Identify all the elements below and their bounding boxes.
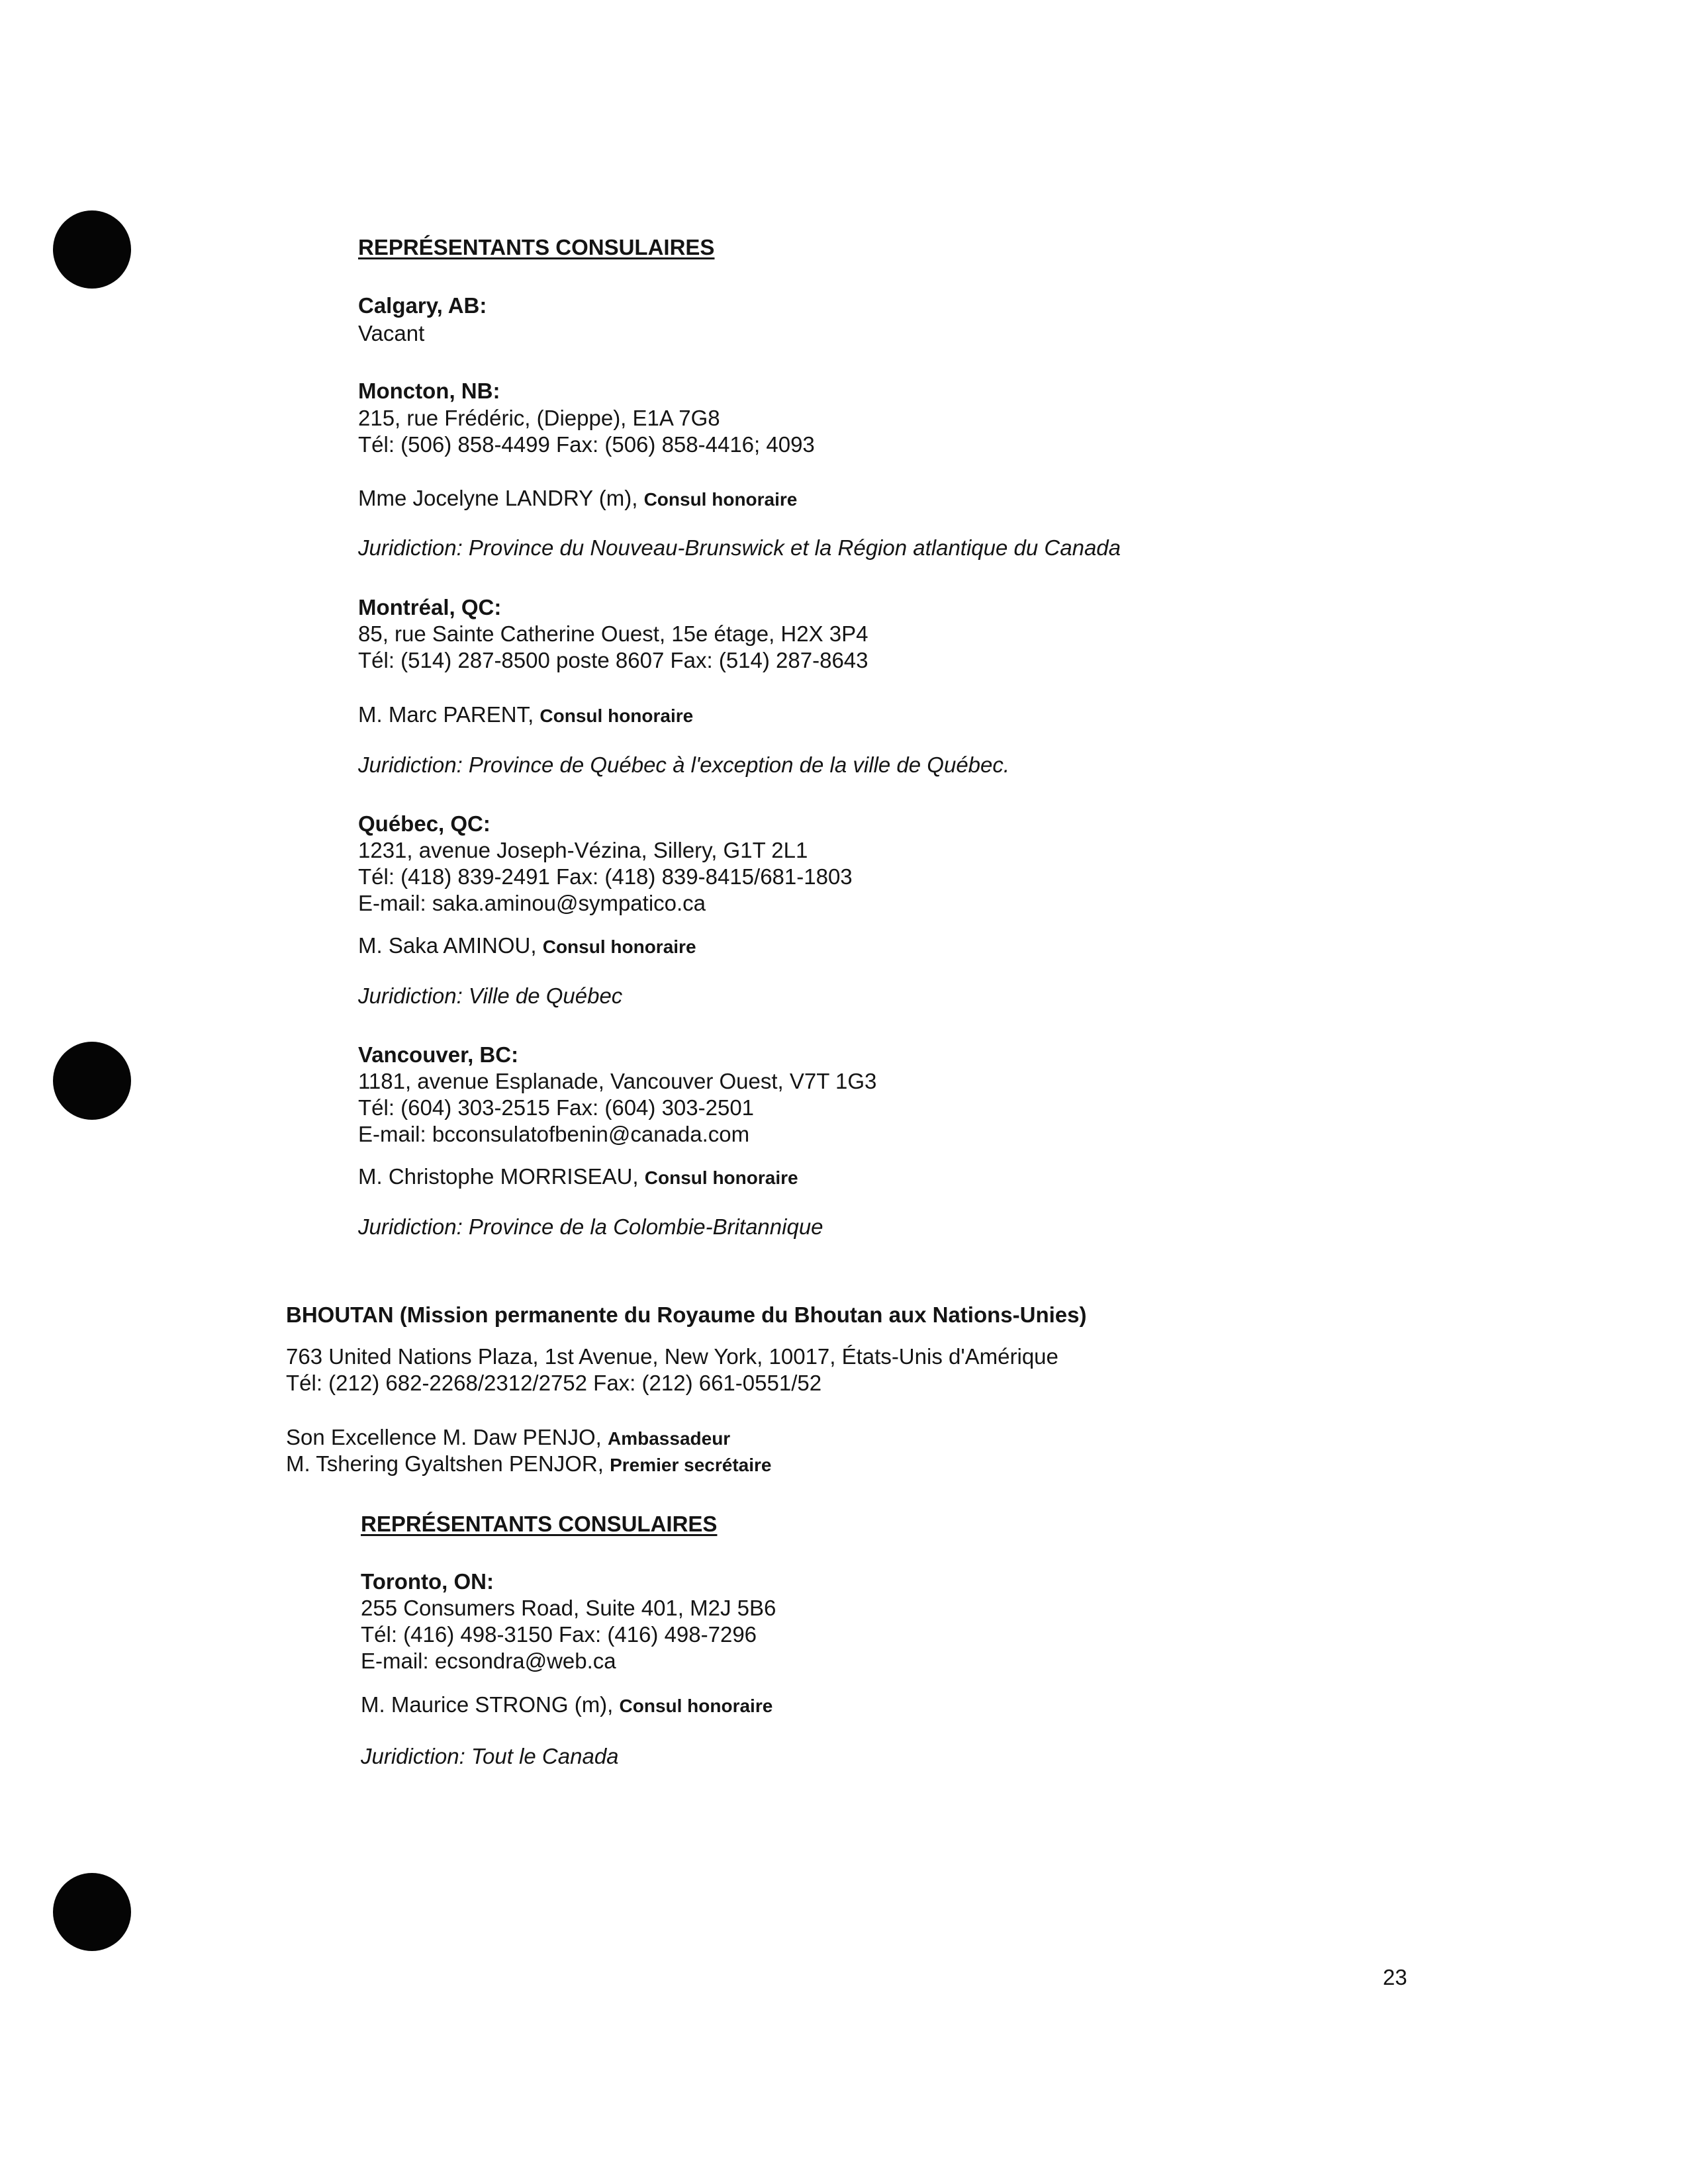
jurisdiction-label: Juridiction: (358, 1214, 463, 1239)
bhoutan-staff-secretary (286, 1451, 771, 1479)
jurisdiction-text: Province de Québec à l'exception de la ville de Québec. (468, 752, 1010, 777)
punch-hole (53, 210, 131, 289)
montreal-jurisdiction (358, 752, 1009, 778)
jurisdiction-label: Juridiction: (358, 983, 463, 1008)
toronto-consul (361, 1692, 773, 1719)
toronto-phone: Tél: (416) 498-3150 Fax: (416) 498-7296 (361, 1622, 757, 1647)
consul-role: Consul honoraire (619, 1696, 773, 1716)
moncton-consul (358, 485, 797, 513)
consul-name: M. Maurice STRONG (m), (361, 1692, 614, 1717)
section-heading: REPRÉSENTANTS CONSULAIRES (358, 235, 715, 259)
section-heading: REPRÉSENTANTS CONSULAIRES (361, 1512, 718, 1536)
quebec-email: E-mail: saka.aminou@sympatico.ca (358, 891, 706, 915)
city-heading-montreal: Montréal, QC: (358, 595, 502, 619)
city-heading-quebec: Québec, QC: (358, 811, 491, 836)
consul-name: M. Christophe MORRISEAU, (358, 1164, 639, 1189)
jurisdiction-label: Juridiction: (358, 535, 463, 560)
toronto-address: 255 Consumers Road, Suite 401, M2J 5B6 (361, 1596, 776, 1620)
jurisdiction-text: Province du Nouveau-Brunswick et la Région atlantique du Canada (468, 535, 1121, 560)
quebec-address: 1231, avenue Joseph-Vézina, Sillery, G1T 2L1 (358, 838, 808, 862)
page-number: 23 (1383, 1965, 1407, 1989)
vancouver-consul (358, 1163, 798, 1191)
city-heading-toronto: Toronto, ON: (361, 1569, 494, 1594)
country-heading-bhoutan: BHOUTAN (Mission permanente du Royaume du Bhoutan aux Nations-Unies) (286, 1302, 1087, 1327)
toronto-email: E-mail: ecsondra@web.ca (361, 1649, 616, 1673)
bhoutan-address: 763 United Nations Plaza, 1st Avenue, New York, 10017, États-Unis d'Amérique (286, 1344, 1058, 1369)
city-heading-calgary: Calgary, AB: (358, 293, 487, 318)
quebec-jurisdiction (358, 983, 622, 1009)
staff-role: Premier secrétaire (610, 1455, 772, 1475)
quebec-consul (358, 933, 696, 960)
jurisdiction-label: Juridiction: (361, 1744, 465, 1768)
consul-role: Consul honoraire (644, 1167, 798, 1188)
jurisdiction-text: Tout le Canada (471, 1744, 619, 1768)
calgary-status: Vacant (358, 321, 425, 345)
vancouver-jurisdiction (358, 1214, 823, 1240)
jurisdiction-label: Juridiction: (358, 752, 463, 777)
bhoutan-phone: Tél: (212) 682-2268/2312/2752 Fax: (212) 661-0551/52 (286, 1371, 822, 1395)
bhoutan-staff-ambassador (286, 1424, 730, 1452)
vancouver-phone: Tél: (604) 303-2515 Fax: (604) 303-2501 (358, 1095, 755, 1120)
moncton-phone: Tél: (506) 858-4499 Fax: (506) 858-4416; 4093 (358, 432, 815, 457)
city-heading-vancouver: Vancouver, BC: (358, 1042, 519, 1067)
consul-name: M. Saka AMINOU, (358, 933, 537, 958)
consul-role: Consul honoraire (539, 705, 694, 726)
punch-hole (53, 1873, 131, 1951)
toronto-jurisdiction (361, 1743, 619, 1770)
consul-name: M. Marc PARENT, (358, 702, 534, 727)
moncton-address: 215, rue Frédéric, (Dieppe), E1A 7G8 (358, 406, 720, 430)
moncton-jurisdiction (358, 535, 1121, 561)
jurisdiction-text: Province de la Colombie-Britannique (468, 1214, 823, 1239)
jurisdiction-text: Ville de Québec (468, 983, 623, 1008)
consul-role: Consul honoraire (542, 936, 696, 957)
montreal-consul (358, 702, 693, 729)
staff-role: Ambassadeur (608, 1428, 731, 1449)
punch-hole (53, 1042, 131, 1120)
consul-role: Consul honoraire (643, 489, 798, 510)
consul-name: Mme Jocelyne LANDRY (m), (358, 486, 638, 510)
montreal-address: 85, rue Sainte Catherine Ouest, 15e étage, H2X 3P4 (358, 621, 868, 646)
city-heading-moncton: Moncton, NB: (358, 379, 500, 403)
vancouver-email: E-mail: bcconsulatofbenin@canada.com (358, 1122, 750, 1146)
staff-name: Son Excellence M. Daw PENJO, (286, 1425, 602, 1449)
quebec-phone: Tél: (418) 839-2491 Fax: (418) 839-8415/681-1803 (358, 864, 853, 889)
staff-name: M. Tshering Gyaltshen PENJOR, (286, 1451, 604, 1476)
montreal-phone: Tél: (514) 287-8500 poste 8607 Fax: (514) 287-8643 (358, 648, 868, 672)
vancouver-address: 1181, avenue Esplanade, Vancouver Ouest, V7T 1G3 (358, 1069, 877, 1093)
